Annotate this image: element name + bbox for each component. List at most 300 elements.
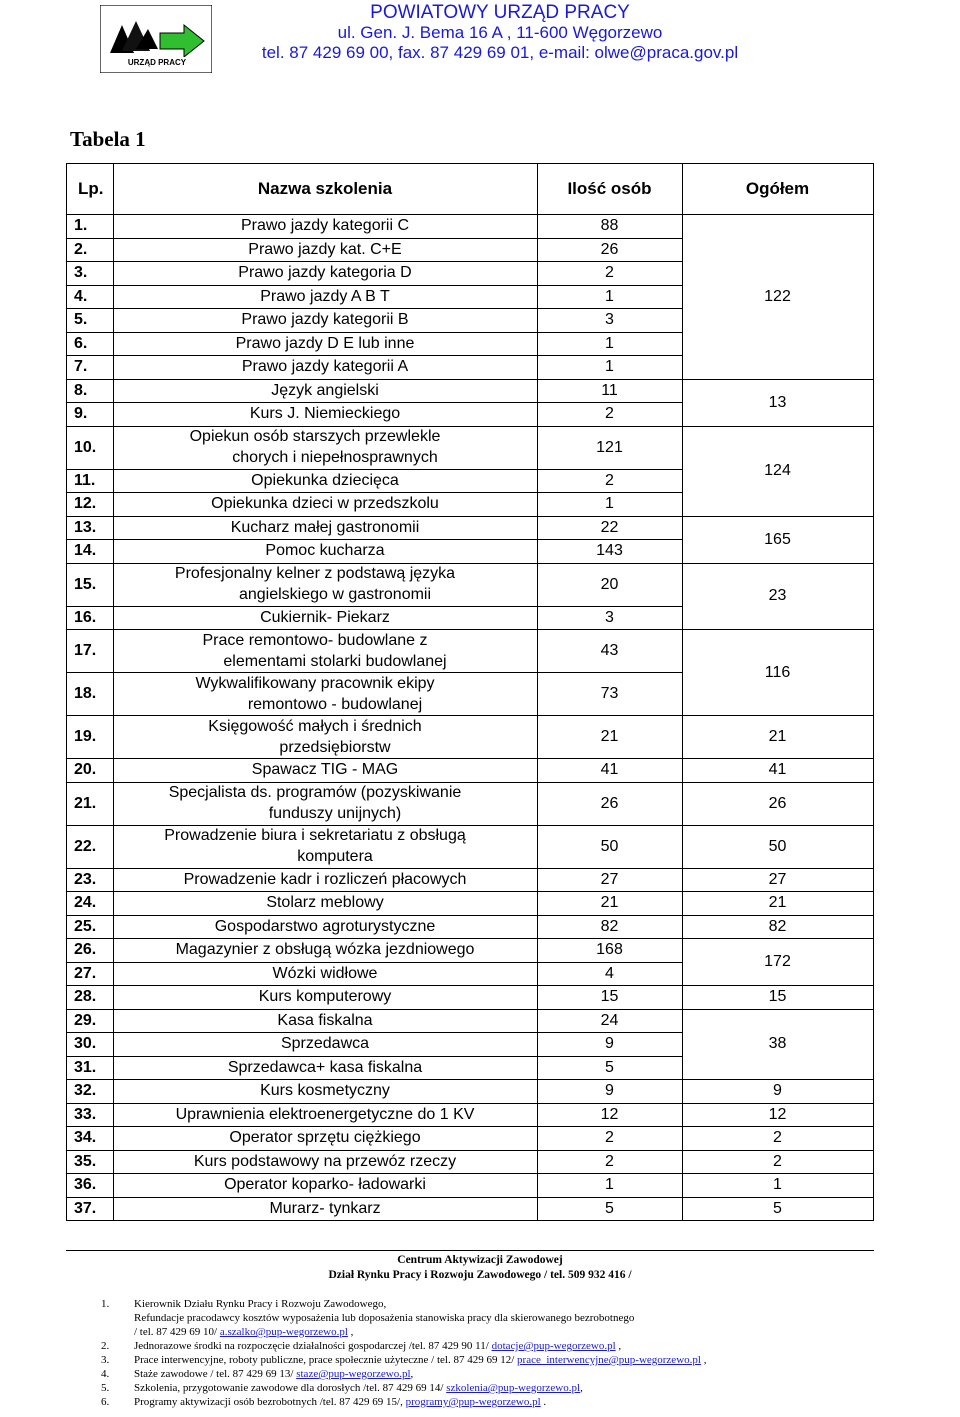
total-count-text: 15 (768, 988, 787, 1006)
training-name (113, 1126, 537, 1150)
row-number-text: 8. (74, 381, 88, 399)
training-name (113, 782, 537, 825)
footnote-email-link[interactable]: programy@pup-wegorzewo.pl (405, 1396, 541, 1408)
participant-count (537, 606, 682, 630)
row-number-text: 30. (74, 1035, 97, 1053)
training-name (113, 672, 537, 715)
training-name-line: Kasa fiskalna (277, 1011, 373, 1029)
participant-count (537, 238, 682, 262)
page-title: Tabela 1 (70, 127, 146, 151)
row-number (74, 1009, 113, 1033)
training-name-line: Prawo jazdy kat. C+E (248, 240, 402, 258)
total-count (682, 563, 873, 630)
participant-count (537, 715, 682, 758)
participant-count (537, 308, 682, 332)
total-count (682, 782, 873, 825)
footnote-text: Programy aktywizacji osób bezrobotnych /tel. 87 429 69 15/, (134, 1396, 406, 1408)
total-count-text: 116 (764, 663, 791, 681)
header-lp-text: Lp. (78, 179, 104, 198)
footnote-line (134, 1381, 583, 1395)
training-name-line: Prawo jazdy D E lub inne (235, 334, 415, 352)
participant-count (537, 469, 682, 493)
column-border-1 (113, 163, 114, 1221)
row-number (74, 355, 113, 379)
training-name-line: Wykwalifikowany pracownik ekipy (195, 674, 435, 692)
row-number (74, 715, 113, 758)
footnote-number: 3. (101, 1354, 110, 1366)
row-number (74, 516, 113, 540)
participant-count-text: 2 (605, 471, 614, 489)
row-number-text: 2. (74, 240, 88, 258)
training-name-line: Spawacz TIG - MAG (251, 761, 399, 779)
training-name-line: Prawo jazdy kategorii A (241, 358, 409, 376)
row-number (74, 1173, 113, 1197)
row-number-text: 13. (74, 518, 97, 536)
participant-count-text: 1 (605, 1176, 614, 1194)
total-count-text: 13 (768, 393, 787, 411)
participant-count (537, 563, 682, 606)
training-name (113, 332, 537, 356)
training-name-line: Opiekun osób starszych przewlekle (189, 428, 441, 445)
participant-count-text: 82 (600, 917, 619, 935)
footnote-email-link[interactable]: a.szalko@pup-wegorzewo.pl (219, 1326, 348, 1338)
row-border (66, 1220, 682, 1221)
header-total (682, 163, 873, 214)
training-name-line: Opiekunka dziecięca (251, 471, 399, 489)
participant-count (537, 539, 682, 563)
training-name-line: Sprzedawca+ kasa fiskalna (227, 1058, 423, 1076)
participant-count-text: 2 (605, 264, 614, 282)
table-top-border (66, 163, 874, 164)
total-count (682, 825, 873, 868)
participant-count-text: 22 (600, 518, 619, 536)
training-name (113, 261, 537, 285)
footnote-text: / tel. 87 429 69 10/ (134, 1326, 220, 1338)
footer-center-line1: Centrum Aktywizacji Zawodowej (397, 1254, 563, 1266)
row-number-text: 29. (74, 1011, 97, 1029)
row-number-text: 1. (74, 217, 88, 235)
participant-count-text: 3 (605, 311, 614, 329)
training-name-line: komputera (297, 848, 373, 865)
training-name-line: funduszy unijnych) (268, 805, 402, 822)
participant-count (537, 1150, 682, 1174)
row-number (74, 1103, 113, 1127)
participant-count (537, 962, 682, 986)
training-name-line: Kurs komputerowy (258, 988, 392, 1006)
total-count-text: 5 (773, 1199, 782, 1217)
training-name-line: Wózki widłowe (272, 964, 378, 982)
total-count-text: 38 (768, 1035, 787, 1053)
row-number-text: 16. (74, 608, 97, 626)
row-number-text: 11. (74, 471, 96, 489)
column-border-4 (873, 163, 874, 1221)
participant-count-text: 2 (605, 1152, 614, 1170)
total-count (682, 1126, 873, 1150)
participant-count (537, 868, 682, 892)
total-count (682, 1173, 873, 1197)
training-name-line: Opiekunka dzieci w przedszkolu (211, 495, 439, 513)
training-name-line: Operator koparko- ładowarki (224, 1176, 426, 1194)
row-number (74, 214, 113, 238)
total-count (682, 938, 873, 985)
total-count (682, 891, 873, 915)
participant-count-text: 3 (605, 608, 614, 626)
footnote-punct: , (347, 1326, 354, 1338)
participant-count-text: 15 (600, 988, 619, 1006)
row-number-text: 3. (74, 264, 88, 282)
row-number (74, 1197, 113, 1221)
participant-count (537, 672, 682, 715)
total-count-text: 122 (764, 287, 791, 305)
office-contact: tel. 87 429 69 00, fax. 87 429 69 01, e-mail: olwe@praca.gov.pl (261, 43, 739, 62)
participant-count-text: 143 (596, 542, 623, 560)
participant-count-text: 11 (601, 381, 618, 399)
total-count-text: 2 (773, 1129, 782, 1147)
column-border-2 (537, 163, 538, 1221)
footnote-number: 2. (101, 1340, 110, 1352)
participant-count (537, 915, 682, 939)
total-count-text: 21 (768, 894, 787, 912)
participant-count (537, 782, 682, 825)
training-name (113, 715, 537, 758)
training-name (113, 379, 537, 403)
participant-count-text: 26 (600, 794, 619, 812)
participant-count-text: 2 (605, 405, 614, 423)
row-number-text: 14. (74, 542, 97, 560)
total-count-text: 50 (768, 837, 787, 855)
total-count-text: 27 (768, 870, 787, 888)
footnote-number: 4. (101, 1368, 110, 1380)
participant-count (537, 332, 682, 356)
training-name-line: Specjalista ds. programów (pozyskiwanie (168, 784, 462, 801)
training-name (113, 962, 537, 986)
participant-count (537, 1173, 682, 1197)
training-name-line: Operator sprzętu ciężkiego (229, 1129, 421, 1147)
participant-count (537, 402, 682, 426)
participant-count (537, 1197, 682, 1221)
training-name (113, 1103, 537, 1127)
row-number-text: 31. (74, 1058, 97, 1076)
row-number (74, 261, 113, 285)
header-total-text: Ogółem (745, 179, 810, 198)
row-number-text: 7. (74, 358, 88, 376)
training-name-line: Profesjonalny kelner z podstawą języka (174, 565, 456, 582)
row-number (74, 938, 113, 962)
footnote-email-link[interactable]: prace_interwencyjne@pup-wegorzewo.pl (517, 1354, 701, 1366)
footnote-text: Prace interwencyjne, roboty publiczne, prace społecznie użyteczne / tel. 87 429 69 12/ (134, 1354, 518, 1366)
row-number-text: 35. (74, 1152, 97, 1170)
total-count-text: 165 (764, 530, 791, 548)
participant-count-text: 73 (600, 685, 619, 702)
footnote-line (134, 1367, 413, 1381)
participant-count (537, 285, 682, 309)
total-count-text: 23 (768, 587, 787, 605)
footnote-email-link[interactable]: staze@pup-wegorzewo.pl (296, 1368, 411, 1380)
footnote-line (134, 1339, 621, 1353)
training-name (113, 238, 537, 262)
training-name (113, 606, 537, 630)
row-number-text: 32. (74, 1082, 97, 1100)
participant-count (537, 492, 682, 516)
row-number-text: 5. (74, 311, 88, 329)
training-name (113, 563, 537, 606)
column-border-0 (66, 163, 67, 1221)
training-name-line: Murarz- tynkarz (269, 1199, 381, 1217)
row-number (74, 1032, 113, 1056)
row-number (74, 1056, 113, 1080)
footnote-text: Kierownik Działu Rynku Pracy i Rozwoju Zawodowego, (134, 1298, 387, 1310)
footnote-punct: , (615, 1340, 622, 1352)
row-number (74, 402, 113, 426)
participant-count (537, 261, 682, 285)
row-number (74, 672, 113, 715)
participant-count (537, 214, 682, 238)
participant-count-text: 27 (600, 870, 619, 888)
row-number-text: 15. (74, 575, 97, 593)
footnote-line (134, 1311, 634, 1325)
row-number (74, 308, 113, 332)
row-number-text: 23. (74, 870, 97, 888)
row-number-text: 37. (74, 1199, 97, 1217)
participant-count (537, 825, 682, 868)
footnote-text: Refundacje pracodawcy kosztów wyposażenia lub doposażenia stanowiska pracy dla skierowanego bezrobotnego (134, 1312, 635, 1324)
participant-count-text: 168 (596, 941, 623, 959)
participant-count-text: 1 (605, 287, 614, 305)
training-name (113, 355, 537, 379)
header-lp (66, 163, 113, 214)
participant-count-text: 41 (600, 761, 619, 779)
row-number-text: 18. (74, 685, 97, 702)
total-count-text: 124 (764, 462, 791, 479)
participant-count-text: 2 (605, 1129, 614, 1147)
participant-count-text: 24 (600, 1011, 619, 1029)
training-name-line: Prace remontowo- budowlane z (202, 631, 428, 649)
row-number-text: 21. (74, 794, 97, 812)
training-name (113, 1173, 537, 1197)
participant-count (537, 985, 682, 1009)
total-count-text: 41 (768, 761, 787, 779)
footnote-email-link[interactable]: dotacje@pup-wegorzewo.pl (491, 1340, 616, 1352)
row-number-text: 36. (74, 1176, 97, 1194)
participant-count-text: 43 (600, 642, 619, 659)
row-number (74, 492, 113, 516)
total-count-text: 172 (764, 953, 791, 970)
training-name-line: Kucharz małej gastronomii (230, 518, 420, 536)
total-count (682, 426, 873, 516)
row-number (74, 426, 113, 469)
participant-count (537, 758, 682, 782)
participant-count (537, 1056, 682, 1080)
row-number (74, 782, 113, 825)
row-number-text: 22. (74, 837, 97, 855)
row-number-text: 34. (74, 1129, 97, 1147)
row-number-text: 12. (74, 495, 97, 513)
footnote-punct: . (540, 1396, 547, 1408)
row-number (74, 962, 113, 986)
row-number (74, 1126, 113, 1150)
row-number-text: 25. (74, 917, 97, 935)
training-name-line: remontowo - budowlanej (247, 695, 423, 713)
training-name-line: Prawo jazdy kategorii B (241, 311, 409, 329)
training-name-line: Prawo jazdy kategorii C (240, 217, 410, 235)
participant-count (537, 1079, 682, 1103)
total-count (682, 1079, 873, 1103)
row-number-text: 28. (74, 988, 97, 1006)
training-name-line: angielskiego w gastronomii (238, 586, 432, 603)
participant-count-text: 12 (600, 1105, 619, 1123)
training-name-line: Kurs podstawowy na przewóz rzeczy (193, 1152, 457, 1170)
training-name-line: Język angielski (271, 381, 379, 399)
row-number (74, 825, 113, 868)
training-name (113, 985, 537, 1009)
office-name: POWIATOWY URZĄD PRACY (370, 2, 630, 23)
training-name-line: Księgowość małych i średnich (208, 717, 422, 735)
footnote-punct: , (700, 1354, 707, 1366)
training-name-line: Magazynier z obsługą wózka jezdniowego (175, 941, 475, 959)
training-name (113, 308, 537, 332)
row-number (74, 238, 113, 262)
training-name (113, 825, 537, 868)
total-count-text: 9 (773, 1082, 782, 1100)
logo-text: URZĄD PRACY (127, 58, 187, 67)
row-number-text: 10. (74, 438, 97, 456)
total-count-text: 26 (768, 794, 787, 812)
total-count (682, 1009, 873, 1080)
training-name-line: Prawo jazdy kategoria D (238, 264, 412, 282)
participant-count-text: 21 (600, 728, 619, 745)
footnote-punct: , (410, 1368, 414, 1380)
participant-count-text: 1 (605, 358, 614, 376)
row-number-text: 26. (74, 941, 97, 959)
footnote-text: Jednorazowe środki na rozpoczęcie działalności gospodarczej /tel. 87 429 90 11/ (134, 1340, 492, 1352)
training-name-line: Gospodarstwo agroturystyczne (214, 917, 436, 935)
footnote-line (134, 1353, 706, 1367)
row-number (74, 1150, 113, 1174)
training-name (113, 1079, 537, 1103)
participant-count-text: 9 (605, 1035, 614, 1053)
participant-count-text: 88 (600, 217, 619, 235)
participant-count-text: 5 (605, 1058, 614, 1076)
participant-count (537, 891, 682, 915)
office-address: ul. Gen. J. Bema 16 A , 11-600 Węgorzewo (337, 23, 663, 42)
footer-divider (66, 1250, 874, 1251)
row-number-text: 20. (74, 761, 97, 779)
training-name-line: Stolarz meblowy (266, 894, 384, 912)
row-number (74, 606, 113, 630)
total-count (682, 985, 873, 1009)
participant-count (537, 1009, 682, 1033)
participant-count (537, 629, 682, 672)
participant-count-text: 1 (605, 495, 614, 513)
participant-count-text: 1 (605, 334, 614, 352)
training-name-line: chorych i niepełnosprawnych (232, 449, 438, 466)
total-count-text: 1 (773, 1176, 782, 1194)
row-number-text: 9. (74, 405, 88, 423)
row-number (74, 285, 113, 309)
training-name (113, 1150, 537, 1174)
training-name-line: elementami stolarki budowlanej (223, 652, 447, 670)
row-number-text: 17. (74, 642, 97, 659)
participant-count (537, 938, 682, 962)
participant-count (537, 426, 682, 469)
participant-count (537, 1032, 682, 1056)
training-name-line: Cukiernik- Piekarz (260, 608, 390, 626)
participant-count-text: 9 (605, 1082, 614, 1100)
footnote-email-link[interactable]: szkolenia@pup-wegorzewo.pl (446, 1382, 581, 1394)
row-number (74, 379, 113, 403)
footnote-punct: , (580, 1382, 583, 1394)
header-count-text: Ilość osób (567, 179, 652, 198)
row-number (74, 985, 113, 1009)
row-number (74, 539, 113, 563)
participant-count-text: 21 (600, 894, 619, 912)
participant-count (537, 1126, 682, 1150)
training-name-line: Prawo jazdy A B T (260, 287, 390, 305)
footnote-line (134, 1325, 353, 1339)
footnote-number: 6. (101, 1396, 110, 1408)
footnote-text: Staże zawodowe / tel. 87 429 69 13/ (134, 1368, 297, 1380)
row-number-text: 33. (74, 1105, 97, 1123)
participant-count (537, 355, 682, 379)
row-number (74, 469, 113, 493)
row-number (74, 915, 113, 939)
training-name (113, 492, 537, 516)
training-name (113, 938, 537, 962)
total-count (682, 214, 873, 379)
total-count-text: 2 (773, 1152, 782, 1170)
training-name (113, 516, 537, 540)
column-border-3 (682, 163, 683, 1221)
training-name (113, 758, 537, 782)
row-number (74, 868, 113, 892)
footnote-line (134, 1297, 386, 1311)
row-number (74, 629, 113, 672)
total-count (682, 629, 873, 715)
training-name (113, 1032, 537, 1056)
total-count (682, 516, 873, 563)
training-name-line: Uprawnienia elektroenergetyczne do 1 KV (175, 1105, 475, 1123)
participant-count-text: 20 (600, 575, 619, 593)
total-count (682, 379, 873, 426)
total-count (682, 1150, 873, 1174)
training-name (113, 891, 537, 915)
total-count (682, 868, 873, 892)
footer-center-line2: Dział Rynku Pracy i Rozwoju Zawodowego / tel. 509 932 416 / (328, 1269, 632, 1281)
footnote-text: Szkolenia, przygotowanie zawodowe dla dorosłych /tel. 87 429 69 14/ (134, 1382, 447, 1394)
training-name (113, 915, 537, 939)
training-name (113, 1009, 537, 1033)
row-number-text: 4. (74, 287, 88, 305)
training-name (113, 285, 537, 309)
header-count (537, 163, 682, 214)
training-name-line: Sprzedawca (280, 1035, 370, 1053)
row-number (74, 1079, 113, 1103)
row-number (74, 563, 113, 606)
participant-count-text: 50 (600, 837, 619, 855)
participant-count (537, 516, 682, 540)
total-count-text: 21 (768, 728, 787, 745)
training-name (113, 1197, 537, 1221)
row-number-text: 24. (74, 894, 97, 912)
training-name (113, 1056, 537, 1080)
total-count (682, 758, 873, 782)
training-name-line: Kurs J. Niemieckiego (249, 405, 401, 423)
training-name (113, 214, 537, 238)
total-count (682, 1197, 873, 1221)
row-number (74, 891, 113, 915)
row-number (74, 758, 113, 782)
total-border (682, 1220, 874, 1221)
